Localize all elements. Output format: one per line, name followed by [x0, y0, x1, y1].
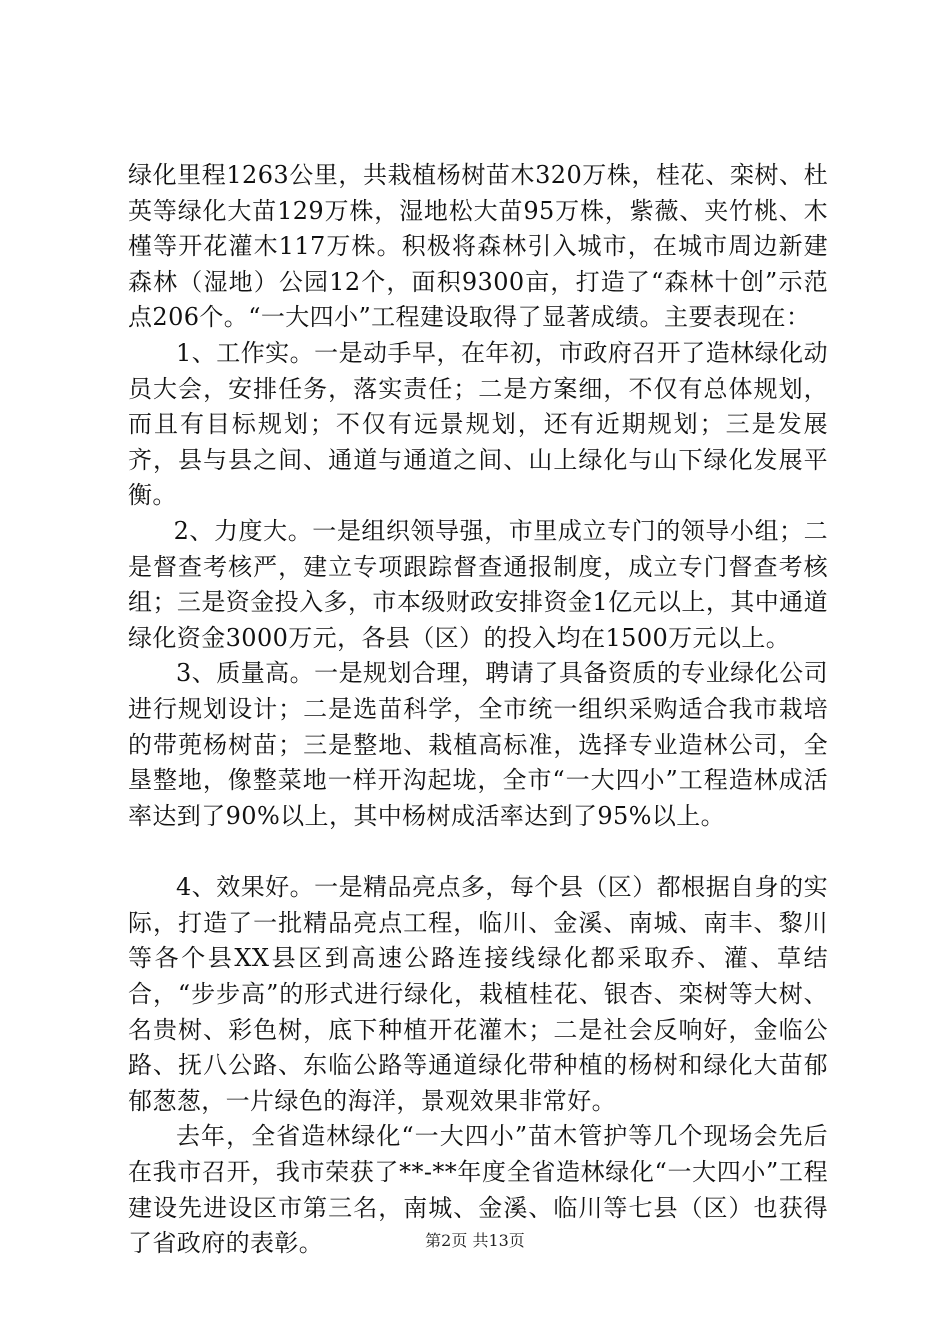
paragraph-item-4: 4、效果好。一是精品亮点多，每个县（区）都根据自身的实际，打造了一批精品亮点工程，临川、金溪、南城、南丰、黎川等各个县XX县区到高速公路连接线绿化都采取乔、灌、草结合，“步步高”的形式进行绿化，栽植桂花、银杏、栾树等大树、名贵树、彩色树，底下种植开花灌木；二是社会反响好，金临公路、抚八公路、东临公路等通道绿化带种植的杨树和绿化大苗郁郁葱葱，一片绿色的海洋，景观效果非常好。: [128, 873, 828, 1115]
paragraph-item-3: 3、质量高。一是规划合理，聘请了具备资质的专业绿化公司进行规划设计；二是选苗科学，全市统一组织采购适合我市栽培的带蔸杨树苗；三是整地、栽植高标准，选择专业造林公司，全垦整地，像整菜地一样开沟起垅，全市“一大四小”工程造林成活率达到了90%以上，其中杨树成活率达到了95%以上。: [128, 659, 828, 830]
paragraph-item-1: 1、工作实。一是动手早，在年初，市政府召开了造林绿化动员大会，安排任务，落实责任；二是方案细，不仅有总体规划，而且有目标规划；不仅有远景规划，还有近期规划；三是发展齐，县与县之间、通道与通道之间、山上绿化与山下绿化发展平衡。: [128, 338, 828, 510]
paragraph-spacer: [128, 834, 828, 870]
page-number: 第2页 共13页: [425, 1231, 525, 1250]
paragraph-closing: 去年，全省造林绿化“一大四小”苗木管护等几个现场会先后在我市召开，我市荣获了**-**年度全省造林绿化“一大四小”工程建设先进设区市第三名，南城、金溪、临川等七县（区）也获得了省政府的表彰。: [128, 1122, 828, 1258]
paragraph-item-2: 2、力度大。一是组织领导强，市里成立专门的领导小组；二是督查考核严，建立专项跟踪督查通报制度，成立专门督查考核组；三是资金投入多，市本级财政安排资金1亿元以上，其中通道绿化资金3000万元，各县（区）的投入均在1500万元以上。: [128, 516, 828, 652]
document-body: [128, 158, 828, 1262]
paragraph-intro: 绿化里程1263公里，共栽植杨树苗木320万株，桂花、栾树、杜英等绿化大苗129万株，湿地松大苗95万株，紫薇、夹竹桃、木槿等开花灌木117万株。积极将森林引入城市，在城市周边新建森林（湿地）公园12个，面积9300亩，打造了“森林十创”示范点206个。“一大四小”工程建设取得了显著成绩。主要表现在：: [128, 161, 828, 332]
page-footer: [0, 1228, 950, 1251]
